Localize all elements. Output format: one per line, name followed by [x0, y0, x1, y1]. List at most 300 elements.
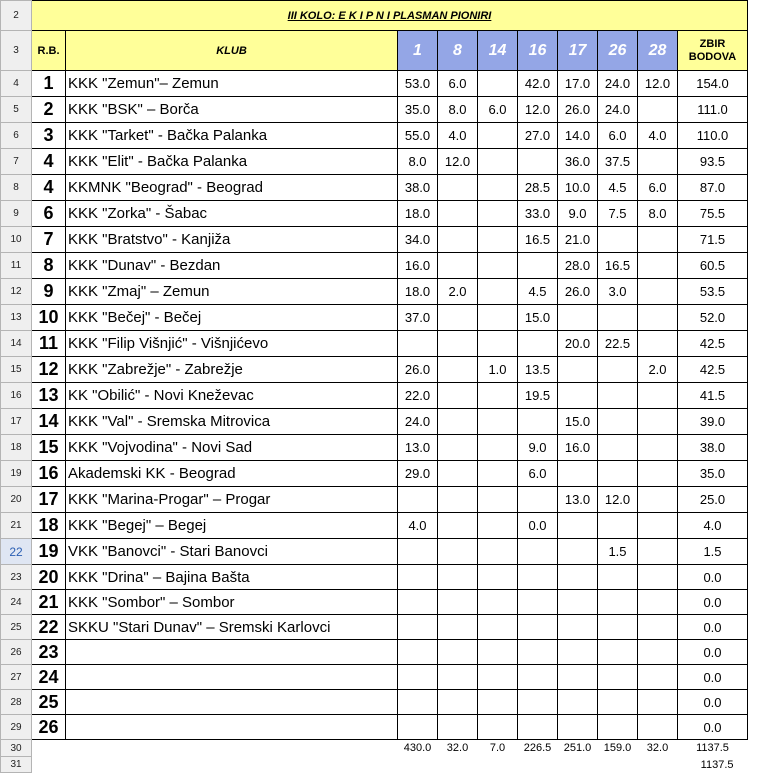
- points-cell[interactable]: 16.0: [558, 435, 598, 461]
- total-cell[interactable]: 52.0: [678, 305, 748, 331]
- points-cell[interactable]: [438, 409, 478, 435]
- row-header[interactable]: 7: [1, 149, 32, 175]
- points-cell[interactable]: [478, 640, 518, 665]
- points-cell[interactable]: [518, 487, 558, 513]
- points-cell[interactable]: 24.0: [598, 71, 638, 97]
- points-cell[interactable]: 15.0: [518, 305, 558, 331]
- rank-cell[interactable]: 23: [32, 640, 66, 665]
- grand-total-cell[interactable]: 1137.5: [700, 758, 734, 771]
- rank-cell[interactable]: 20: [32, 565, 66, 590]
- points-cell[interactable]: [638, 409, 678, 435]
- points-cell[interactable]: [478, 513, 518, 539]
- club-cell[interactable]: KKK "Zemun"– Zemun: [66, 71, 398, 97]
- row-header[interactable]: 28: [1, 690, 32, 715]
- points-cell[interactable]: 18.0: [398, 279, 438, 305]
- points-cell[interactable]: [438, 383, 478, 409]
- points-cell[interactable]: [478, 71, 518, 97]
- points-cell[interactable]: [598, 227, 638, 253]
- points-cell[interactable]: [438, 513, 478, 539]
- points-cell[interactable]: [558, 383, 598, 409]
- rank-cell[interactable]: 22: [32, 615, 66, 640]
- points-cell[interactable]: 15.0: [558, 409, 598, 435]
- points-cell[interactable]: [558, 690, 598, 715]
- total-cell[interactable]: 71.5: [678, 227, 748, 253]
- points-cell[interactable]: 13.0: [558, 487, 598, 513]
- row-header[interactable]: 30: [1, 740, 32, 757]
- points-cell[interactable]: [398, 640, 438, 665]
- points-cell[interactable]: 6.0: [478, 97, 518, 123]
- column-sum-cell[interactable]: 226.5: [523, 742, 552, 755]
- points-cell[interactable]: 27.0: [518, 123, 558, 149]
- total-cell[interactable]: 53.5: [678, 279, 748, 305]
- points-cell[interactable]: [438, 715, 478, 740]
- points-cell[interactable]: [518, 409, 558, 435]
- points-cell[interactable]: 6.0: [598, 123, 638, 149]
- rank-cell[interactable]: 24: [32, 665, 66, 690]
- points-cell[interactable]: 6.0: [438, 71, 478, 97]
- club-cell[interactable]: KKK "BSK" – Borča: [66, 97, 398, 123]
- points-cell[interactable]: 18.0: [398, 201, 438, 227]
- points-cell[interactable]: [598, 305, 638, 331]
- points-cell[interactable]: [478, 123, 518, 149]
- rank-cell[interactable]: 10: [32, 305, 66, 331]
- points-cell[interactable]: [638, 279, 678, 305]
- empty-cell[interactable]: [32, 757, 678, 773]
- points-cell[interactable]: [638, 640, 678, 665]
- points-cell[interactable]: 6.0: [638, 175, 678, 201]
- points-cell[interactable]: [598, 357, 638, 383]
- points-cell[interactable]: [398, 539, 438, 565]
- points-cell[interactable]: [478, 435, 518, 461]
- points-cell[interactable]: 17.0: [558, 71, 598, 97]
- total-cell[interactable]: 111.0: [678, 97, 748, 123]
- points-cell[interactable]: [598, 640, 638, 665]
- points-cell[interactable]: [638, 461, 678, 487]
- points-cell[interactable]: [478, 253, 518, 279]
- total-cell[interactable]: 0.0: [678, 690, 748, 715]
- points-cell[interactable]: [438, 305, 478, 331]
- points-cell[interactable]: [638, 590, 678, 615]
- points-cell[interactable]: [638, 435, 678, 461]
- points-cell[interactable]: 53.0: [398, 71, 438, 97]
- total-cell[interactable]: 25.0: [678, 487, 748, 513]
- rank-cell[interactable]: 3: [32, 123, 66, 149]
- row-header[interactable]: 10: [1, 227, 32, 253]
- column-sum-cell[interactable]: 159.0: [603, 742, 632, 755]
- points-cell[interactable]: 4.0: [438, 123, 478, 149]
- points-cell[interactable]: [558, 539, 598, 565]
- points-cell[interactable]: [558, 590, 598, 615]
- points-cell[interactable]: [438, 435, 478, 461]
- row-header[interactable]: 8: [1, 175, 32, 201]
- total-cell[interactable]: 42.5: [678, 331, 748, 357]
- points-cell[interactable]: [478, 461, 518, 487]
- rank-cell[interactable]: 4: [32, 149, 66, 175]
- points-cell[interactable]: [478, 383, 518, 409]
- points-cell[interactable]: 4.5: [518, 279, 558, 305]
- row-header[interactable]: 16: [1, 383, 32, 409]
- row-header[interactable]: 6: [1, 123, 32, 149]
- points-cell[interactable]: 12.0: [598, 487, 638, 513]
- points-cell[interactable]: 28.0: [558, 253, 598, 279]
- header-round[interactable]: 17: [558, 31, 598, 71]
- points-cell[interactable]: [558, 715, 598, 740]
- points-cell[interactable]: 8.0: [638, 201, 678, 227]
- points-cell[interactable]: [478, 615, 518, 640]
- total-cell[interactable]: 41.5: [678, 383, 748, 409]
- points-cell[interactable]: [638, 665, 678, 690]
- header-zbir[interactable]: [678, 31, 748, 71]
- row-header[interactable]: 19: [1, 461, 32, 487]
- total-cell[interactable]: 87.0: [678, 175, 748, 201]
- total-cell[interactable]: 60.5: [678, 253, 748, 279]
- points-cell[interactable]: [598, 461, 638, 487]
- club-cell[interactable]: KKK "Sombor" – Sombor: [66, 590, 398, 615]
- points-cell[interactable]: 10.0: [558, 175, 598, 201]
- rank-cell[interactable]: 18: [32, 513, 66, 539]
- rank-cell[interactable]: 14: [32, 409, 66, 435]
- points-cell[interactable]: [438, 357, 478, 383]
- points-cell[interactable]: 1.0: [478, 357, 518, 383]
- points-cell[interactable]: [398, 715, 438, 740]
- points-cell[interactable]: [598, 615, 638, 640]
- points-cell[interactable]: [558, 615, 598, 640]
- total-cell[interactable]: 0.0: [678, 590, 748, 615]
- total-cell[interactable]: 4.0: [678, 513, 748, 539]
- club-cell[interactable]: KKK "Zorka" - Šabac: [66, 201, 398, 227]
- club-cell[interactable]: Akademski KK - Beograd: [66, 461, 398, 487]
- points-cell[interactable]: [638, 615, 678, 640]
- column-sum-cell[interactable]: 7.0: [489, 742, 506, 755]
- points-cell[interactable]: [558, 513, 598, 539]
- row-header[interactable]: 12: [1, 279, 32, 305]
- points-cell[interactable]: [598, 590, 638, 615]
- club-cell[interactable]: [66, 715, 398, 740]
- points-cell[interactable]: 12.0: [438, 149, 478, 175]
- total-cell[interactable]: 0.0: [678, 615, 748, 640]
- points-cell[interactable]: [638, 513, 678, 539]
- header-round[interactable]: 28: [638, 31, 678, 71]
- rank-cell[interactable]: 15: [32, 435, 66, 461]
- points-cell[interactable]: [558, 461, 598, 487]
- club-cell[interactable]: KKK "Vojvodina" - Novi Sad: [66, 435, 398, 461]
- points-cell[interactable]: [478, 279, 518, 305]
- points-cell[interactable]: [638, 97, 678, 123]
- row-header[interactable]: 4: [1, 71, 32, 97]
- header-round[interactable]: 1: [398, 31, 438, 71]
- rank-cell[interactable]: 1: [32, 71, 66, 97]
- points-cell[interactable]: [518, 565, 558, 590]
- points-cell[interactable]: [638, 383, 678, 409]
- rank-cell[interactable]: 26: [32, 715, 66, 740]
- points-cell[interactable]: [518, 253, 558, 279]
- points-cell[interactable]: [478, 665, 518, 690]
- points-cell[interactable]: 1.5: [598, 539, 638, 565]
- club-cell[interactable]: KKK "Begej" – Begej: [66, 513, 398, 539]
- points-cell[interactable]: [558, 357, 598, 383]
- club-cell[interactable]: KKK "Dunav" - Bezdan: [66, 253, 398, 279]
- club-cell[interactable]: KKK "Elit" - Bačka Palanka: [66, 149, 398, 175]
- points-cell[interactable]: [478, 227, 518, 253]
- points-cell[interactable]: 2.0: [638, 357, 678, 383]
- points-cell[interactable]: [558, 665, 598, 690]
- rank-cell[interactable]: 7: [32, 227, 66, 253]
- points-cell[interactable]: [478, 565, 518, 590]
- points-cell[interactable]: 16.0: [398, 253, 438, 279]
- row-header[interactable]: 18: [1, 435, 32, 461]
- points-cell[interactable]: 13.5: [518, 357, 558, 383]
- sum-total-cell[interactable]: 1137.5: [696, 742, 729, 755]
- club-cell[interactable]: KKK "Val" - Sremska Mitrovica: [66, 409, 398, 435]
- points-cell[interactable]: [438, 227, 478, 253]
- points-cell[interactable]: [478, 690, 518, 715]
- points-cell[interactable]: 38.0: [398, 175, 438, 201]
- points-cell[interactable]: [598, 409, 638, 435]
- points-cell[interactable]: [438, 539, 478, 565]
- points-cell[interactable]: 26.0: [558, 97, 598, 123]
- rank-cell[interactable]: 16: [32, 461, 66, 487]
- points-cell[interactable]: [438, 615, 478, 640]
- points-cell[interactable]: [518, 149, 558, 175]
- club-cell[interactable]: VKK "Banovci" - Stari Banovci: [66, 539, 398, 565]
- points-cell[interactable]: [398, 487, 438, 513]
- points-cell[interactable]: 16.5: [598, 253, 638, 279]
- points-cell[interactable]: [638, 539, 678, 565]
- points-cell[interactable]: 42.0: [518, 71, 558, 97]
- points-cell[interactable]: [438, 175, 478, 201]
- points-cell[interactable]: [518, 331, 558, 357]
- row-header[interactable]: 22: [1, 539, 32, 565]
- total-cell[interactable]: 38.0: [678, 435, 748, 461]
- points-cell[interactable]: [598, 665, 638, 690]
- club-cell[interactable]: KKK "Zabrežje" - Zabrežje: [66, 357, 398, 383]
- points-cell[interactable]: 4.0: [638, 123, 678, 149]
- points-cell[interactable]: [518, 690, 558, 715]
- points-cell[interactable]: 9.0: [518, 435, 558, 461]
- points-cell[interactable]: [518, 539, 558, 565]
- points-cell[interactable]: [598, 565, 638, 590]
- sheet-title[interactable]: III KOLO: E K I P N I PLASMAN PIONIRI: [32, 1, 748, 31]
- points-cell[interactable]: 14.0: [558, 123, 598, 149]
- row-header[interactable]: 13: [1, 305, 32, 331]
- row-header[interactable]: 3: [1, 31, 32, 71]
- header-klub[interactable]: KLUB: [66, 31, 398, 71]
- points-cell[interactable]: 20.0: [558, 331, 598, 357]
- points-cell[interactable]: 29.0: [398, 461, 438, 487]
- points-cell[interactable]: [478, 331, 518, 357]
- header-round[interactable]: 16: [518, 31, 558, 71]
- row-header[interactable]: 26: [1, 640, 32, 665]
- points-cell[interactable]: 35.0: [398, 97, 438, 123]
- row-header[interactable]: 9: [1, 201, 32, 227]
- column-sum-cell[interactable]: 251.0: [563, 742, 592, 755]
- rank-cell[interactable]: 2: [32, 97, 66, 123]
- rank-cell[interactable]: 19: [32, 539, 66, 565]
- points-cell[interactable]: 12.0: [518, 97, 558, 123]
- points-cell[interactable]: [398, 565, 438, 590]
- rank-cell[interactable]: 12: [32, 357, 66, 383]
- points-cell[interactable]: 24.0: [598, 97, 638, 123]
- total-cell[interactable]: 110.0: [678, 123, 748, 149]
- points-cell[interactable]: [638, 149, 678, 175]
- empty-cell[interactable]: [66, 740, 398, 757]
- points-cell[interactable]: [558, 565, 598, 590]
- club-cell[interactable]: KKK "Filip Višnjić" - Višnjićevo: [66, 331, 398, 357]
- club-cell[interactable]: KKK "Drina" – Bajina Bašta: [66, 565, 398, 590]
- points-cell[interactable]: [478, 201, 518, 227]
- header-round[interactable]: 14: [478, 31, 518, 71]
- row-header[interactable]: 23: [1, 565, 32, 590]
- points-cell[interactable]: [438, 665, 478, 690]
- total-cell[interactable]: 1.5: [678, 539, 748, 565]
- empty-cell[interactable]: [32, 740, 66, 757]
- column-sum-cell[interactable]: 32.0: [646, 742, 669, 755]
- points-cell[interactable]: 37.0: [398, 305, 438, 331]
- rank-cell[interactable]: 25: [32, 690, 66, 715]
- club-cell[interactable]: KKMNK "Beograd" - Beograd: [66, 175, 398, 201]
- points-cell[interactable]: 3.0: [598, 279, 638, 305]
- total-cell[interactable]: 42.5: [678, 357, 748, 383]
- total-cell[interactable]: 154.0: [678, 71, 748, 97]
- points-cell[interactable]: 8.0: [438, 97, 478, 123]
- points-cell[interactable]: [518, 715, 558, 740]
- points-cell[interactable]: [558, 640, 598, 665]
- club-cell[interactable]: KKK "Bečej" - Bečej: [66, 305, 398, 331]
- points-cell[interactable]: [638, 690, 678, 715]
- row-header[interactable]: 20: [1, 487, 32, 513]
- points-cell[interactable]: 36.0: [558, 149, 598, 175]
- points-cell[interactable]: 37.5: [598, 149, 638, 175]
- row-header[interactable]: 15: [1, 357, 32, 383]
- points-cell[interactable]: [638, 253, 678, 279]
- points-cell[interactable]: [438, 331, 478, 357]
- points-cell[interactable]: [438, 565, 478, 590]
- points-cell[interactable]: [438, 487, 478, 513]
- points-cell[interactable]: [638, 331, 678, 357]
- row-header[interactable]: 25: [1, 615, 32, 640]
- row-header[interactable]: 31: [1, 757, 32, 773]
- points-cell[interactable]: 2.0: [438, 279, 478, 305]
- club-cell[interactable]: KKK "Marina-Progar" – Progar: [66, 487, 398, 513]
- header-round[interactable]: 26: [598, 31, 638, 71]
- points-cell[interactable]: 16.5: [518, 227, 558, 253]
- points-cell[interactable]: 4.0: [398, 513, 438, 539]
- points-cell[interactable]: [598, 435, 638, 461]
- points-cell[interactable]: 28.5: [518, 175, 558, 201]
- row-header[interactable]: 2: [1, 1, 32, 31]
- points-cell[interactable]: [438, 590, 478, 615]
- total-cell[interactable]: 0.0: [678, 665, 748, 690]
- points-cell[interactable]: 22.5: [598, 331, 638, 357]
- total-cell[interactable]: 39.0: [678, 409, 748, 435]
- points-cell[interactable]: [638, 565, 678, 590]
- club-cell[interactable]: KK "Obilić" - Novi Kneževac: [66, 383, 398, 409]
- rank-cell[interactable]: 9: [32, 279, 66, 305]
- row-header[interactable]: 21: [1, 513, 32, 539]
- rank-cell[interactable]: 13: [32, 383, 66, 409]
- club-cell[interactable]: KKK "Tarket" - Bačka Palanka: [66, 123, 398, 149]
- points-cell[interactable]: [438, 253, 478, 279]
- points-cell[interactable]: 7.5: [598, 201, 638, 227]
- points-cell[interactable]: [478, 539, 518, 565]
- points-cell[interactable]: 12.0: [638, 71, 678, 97]
- rank-cell[interactable]: 6: [32, 201, 66, 227]
- points-cell[interactable]: 26.0: [558, 279, 598, 305]
- column-sum-cell[interactable]: 430.0: [403, 742, 432, 755]
- points-cell[interactable]: 33.0: [518, 201, 558, 227]
- row-header[interactable]: 17: [1, 409, 32, 435]
- points-cell[interactable]: 21.0: [558, 227, 598, 253]
- points-cell[interactable]: [518, 615, 558, 640]
- points-cell[interactable]: [638, 305, 678, 331]
- points-cell[interactable]: [438, 640, 478, 665]
- points-cell[interactable]: [478, 715, 518, 740]
- rank-cell[interactable]: 4: [32, 175, 66, 201]
- total-cell[interactable]: 0.0: [678, 565, 748, 590]
- points-cell[interactable]: [438, 690, 478, 715]
- points-cell[interactable]: [398, 590, 438, 615]
- row-header[interactable]: 5: [1, 97, 32, 123]
- club-cell[interactable]: [66, 665, 398, 690]
- points-cell[interactable]: 34.0: [398, 227, 438, 253]
- points-cell[interactable]: [478, 409, 518, 435]
- points-cell[interactable]: 9.0: [558, 201, 598, 227]
- points-cell[interactable]: [438, 461, 478, 487]
- points-cell[interactable]: [518, 640, 558, 665]
- rank-cell[interactable]: 17: [32, 487, 66, 513]
- points-cell[interactable]: 19.5: [518, 383, 558, 409]
- points-cell[interactable]: 26.0: [398, 357, 438, 383]
- club-cell[interactable]: KKK "Bratstvo" - Kanjiža: [66, 227, 398, 253]
- total-cell[interactable]: 0.0: [678, 640, 748, 665]
- club-cell[interactable]: [66, 640, 398, 665]
- points-cell[interactable]: [518, 590, 558, 615]
- row-header[interactable]: 24: [1, 590, 32, 615]
- points-cell[interactable]: [398, 665, 438, 690]
- points-cell[interactable]: [478, 149, 518, 175]
- rank-cell[interactable]: 21: [32, 590, 66, 615]
- points-cell[interactable]: [598, 383, 638, 409]
- points-cell[interactable]: 24.0: [398, 409, 438, 435]
- club-cell[interactable]: [66, 690, 398, 715]
- points-cell[interactable]: [598, 513, 638, 539]
- points-cell[interactable]: [478, 487, 518, 513]
- row-header[interactable]: 14: [1, 331, 32, 357]
- header-round[interactable]: 8: [438, 31, 478, 71]
- points-cell[interactable]: 0.0: [518, 513, 558, 539]
- points-cell[interactable]: [638, 715, 678, 740]
- header-rb[interactable]: R.B.: [32, 31, 66, 71]
- points-cell[interactable]: [398, 615, 438, 640]
- total-cell[interactable]: 93.5: [678, 149, 748, 175]
- column-sum-cell[interactable]: 32.0: [446, 742, 469, 755]
- points-cell[interactable]: [598, 715, 638, 740]
- row-header[interactable]: 29: [1, 715, 32, 740]
- row-header[interactable]: 11: [1, 253, 32, 279]
- points-cell[interactable]: 4.5: [598, 175, 638, 201]
- points-cell[interactable]: 8.0: [398, 149, 438, 175]
- points-cell[interactable]: [438, 201, 478, 227]
- points-cell[interactable]: [398, 331, 438, 357]
- points-cell[interactable]: [478, 305, 518, 331]
- points-cell[interactable]: [598, 690, 638, 715]
- points-cell[interactable]: [478, 175, 518, 201]
- points-cell[interactable]: 13.0: [398, 435, 438, 461]
- points-cell[interactable]: [518, 665, 558, 690]
- points-cell[interactable]: [638, 487, 678, 513]
- points-cell[interactable]: [478, 590, 518, 615]
- points-cell[interactable]: 55.0: [398, 123, 438, 149]
